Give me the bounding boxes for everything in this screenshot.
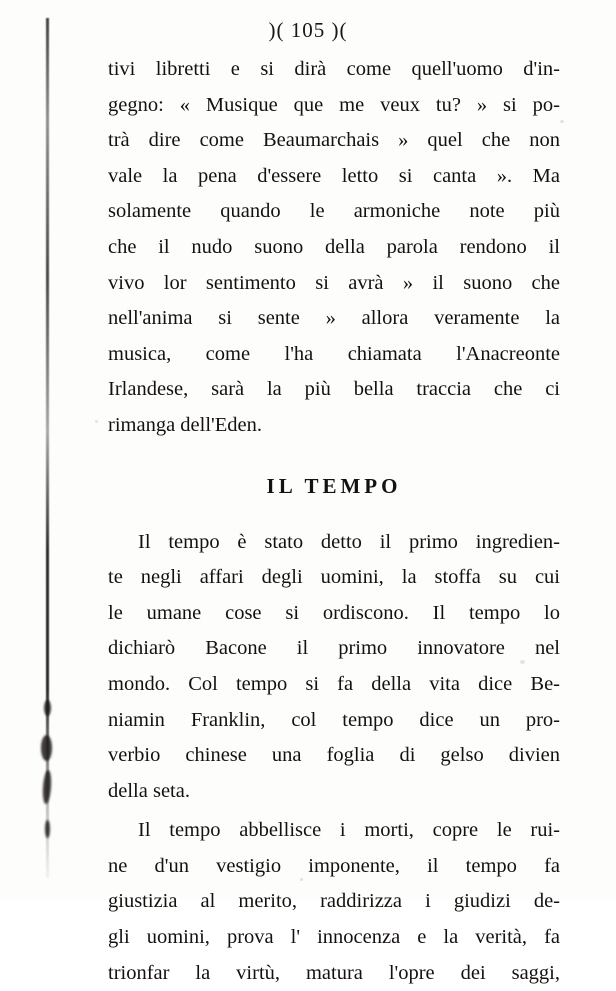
section-heading: IL TEMPO bbox=[266, 473, 402, 498]
ink-blot bbox=[45, 820, 50, 838]
text-line: niamin Franklin, col tempo dice un pro- bbox=[108, 708, 560, 731]
text-line: vale la pena d'essere letto si canta ». Ma bbox=[108, 164, 560, 187]
text-line: musica, come l'ha chiamata l'Anacreonte bbox=[108, 342, 560, 365]
text-line: solamente quando le armoniche note più bbox=[108, 200, 560, 223]
paper-speck bbox=[560, 120, 564, 123]
text-line: che il nudo suono della parola rendono il bbox=[108, 235, 560, 258]
ink-blot bbox=[42, 770, 52, 804]
text-line: dichiarò Bacone il primo innovatore nel bbox=[108, 637, 560, 660]
text-line: nell'anima si sente » allora veramente la bbox=[108, 307, 560, 330]
text-line: ne d'un vestigio imponente, il tempo fa bbox=[108, 854, 560, 877]
text-block bbox=[108, 52, 560, 991]
text-line: Il tempo abbellisce i morti, copre le rui- bbox=[138, 819, 560, 842]
text-line: rimanga dell'Eden. bbox=[108, 413, 262, 436]
text-line: trà dire come Beaumarchais » quel che non bbox=[108, 129, 560, 152]
text-line: gegno: « Musique que me veux tu? » si po- bbox=[108, 93, 560, 116]
page-number: )( 105 )( bbox=[268, 18, 348, 42]
text-line: mondo. Col tempo si fa della vita dice Be- bbox=[108, 672, 560, 695]
ink-blot bbox=[41, 735, 52, 761]
text-line: le umane cose si ordiscono. Il tempo lo bbox=[108, 601, 560, 624]
paragraph-music bbox=[108, 52, 560, 444]
text-line: tivi libretti e si dirà come quell'uomo d'in- bbox=[108, 58, 560, 80]
text-line: verbio chinese una foglia di gelso divien bbox=[108, 744, 560, 767]
paper-speck bbox=[95, 420, 98, 423]
text-line: te negli affari degli uomini, la stoffa su cui bbox=[108, 566, 560, 589]
text-line: giustizia al merito, raddirizza i giudizi de- bbox=[108, 890, 560, 913]
text-line: Irlandese, sarà la più bella traccia che ci bbox=[108, 378, 560, 401]
text-line: vivo lor sentimento si avrà » il suono che bbox=[108, 271, 560, 294]
paragraph-tempo-2 bbox=[108, 813, 560, 991]
text-line: Il tempo è stato detto il primo ingredien- bbox=[138, 530, 560, 553]
text-line: della seta. bbox=[108, 779, 190, 802]
text-line: gli uomini, prova l' innocenza e la verità, fa bbox=[108, 926, 560, 949]
ink-blot bbox=[44, 700, 51, 716]
text-line: trionfar la virtù, matura l'opre dei saggi, bbox=[108, 961, 560, 984]
paragraph-tempo-1 bbox=[108, 525, 560, 810]
